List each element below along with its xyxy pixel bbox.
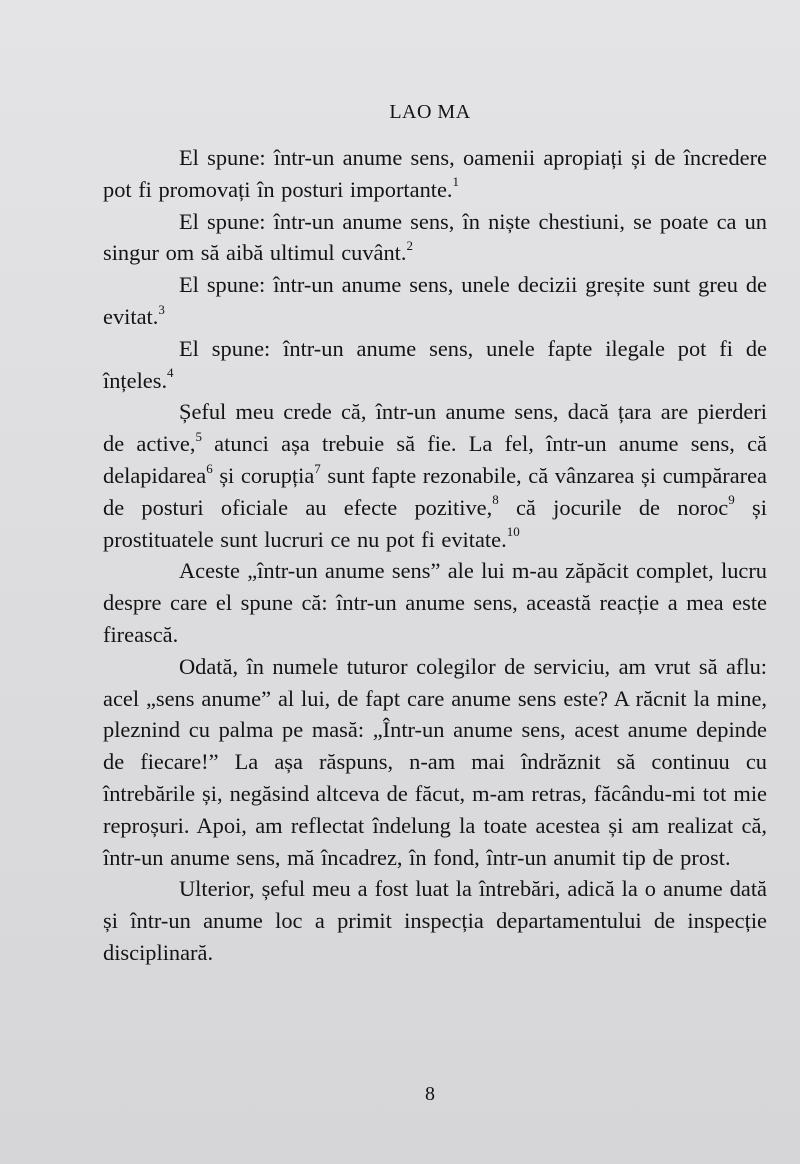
paragraph-text: sunt fapte rezonabile, că vânzarea și cumpărarea de posturi oficiale au efecte pozitive, (103, 462, 767, 520)
paragraph (103, 333, 767, 397)
paragraph-text: El spune: într-un anume sens, unele fapte ilegale pot fi de înțeles. (103, 335, 767, 393)
paragraph (103, 269, 767, 333)
footnote-marker: 4 (167, 365, 174, 381)
paragraph-text: și prostituatele sunt lucruri ce nu pot fi evitate. (103, 494, 767, 552)
paragraph (103, 555, 767, 650)
paragraph-text: Odată, în numele tuturor colegilor de serviciu, am vrut să aflu: acel „sens anume” al lui, de fapt care anume sens este? A răcnit la mine, pleznind cu palma pe masă: „Într-un anume sens, acest anume depinde de fiecare!” La așa răspuns, n-am mai îndrăznit să continuu cu întrebările și, negăsind altceva de făcut, m-am retras, făcându-mi tot mie reproșuri. Apoi, am reflectat îndelung la toate acestea și am realizat că, într-un anume sens, mă încadrez, în fond, într-un anumit tip de prost. (103, 653, 767, 870)
footnote-marker: 2 (406, 237, 413, 253)
paragraph-text: El spune: într-un anume sens, unele decizii greșite sunt greu de evitat. (103, 272, 767, 329)
paragraph-text: Șeful meu crede că, într-un anume sens, dacă țara are pierderi de active, (103, 399, 767, 457)
footnote-marker: 9 (728, 492, 735, 508)
paragraph-text: Ulterior, șeful meu a fost luat la întrebări, adică la o anume dată și într-un anume loc a primit inspecția departamentului de inspecție disciplinară. (103, 876, 767, 965)
footnote-marker: 6 (206, 460, 213, 476)
page-number: 8 (425, 1083, 435, 1105)
footnote-marker: 1 (452, 174, 460, 190)
paragraph-text: și corupția (212, 462, 315, 488)
paragraph (103, 651, 767, 874)
footnote-marker: 7 (314, 460, 321, 476)
paragraph (103, 142, 767, 206)
paragraph-text: că jocurile de noroc (498, 494, 729, 520)
paragraph-text: El spune: într-un anume sens, în niște chestiuni, se poate ca un singur om să aibă ultimul cuvânt. (103, 208, 767, 266)
footnote-marker: 3 (158, 301, 165, 317)
paragraph (103, 396, 767, 555)
footnote-marker: 5 (195, 428, 202, 444)
footnote-marker: 8 (492, 492, 499, 508)
footnote-marker: 10 (506, 524, 520, 540)
paragraph (103, 873, 767, 968)
body-text (103, 142, 767, 969)
paragraph-text: atunci așa trebuie să fie. La fel, într-un anume sens, că delapidarea (103, 431, 767, 488)
running-head: LAO MA (389, 101, 471, 123)
paragraph-text: Aceste „într-un anume sens” ale lui m-au zăpăcit complet, lucru despre care el spune că: într-un anume sens, această reacție a mea este firească. (103, 558, 767, 647)
paragraph-text: El spune: într-un anume sens, oamenii apropiați și de încredere pot fi promovați în posturi importante. (103, 145, 767, 202)
paragraph (103, 206, 767, 270)
